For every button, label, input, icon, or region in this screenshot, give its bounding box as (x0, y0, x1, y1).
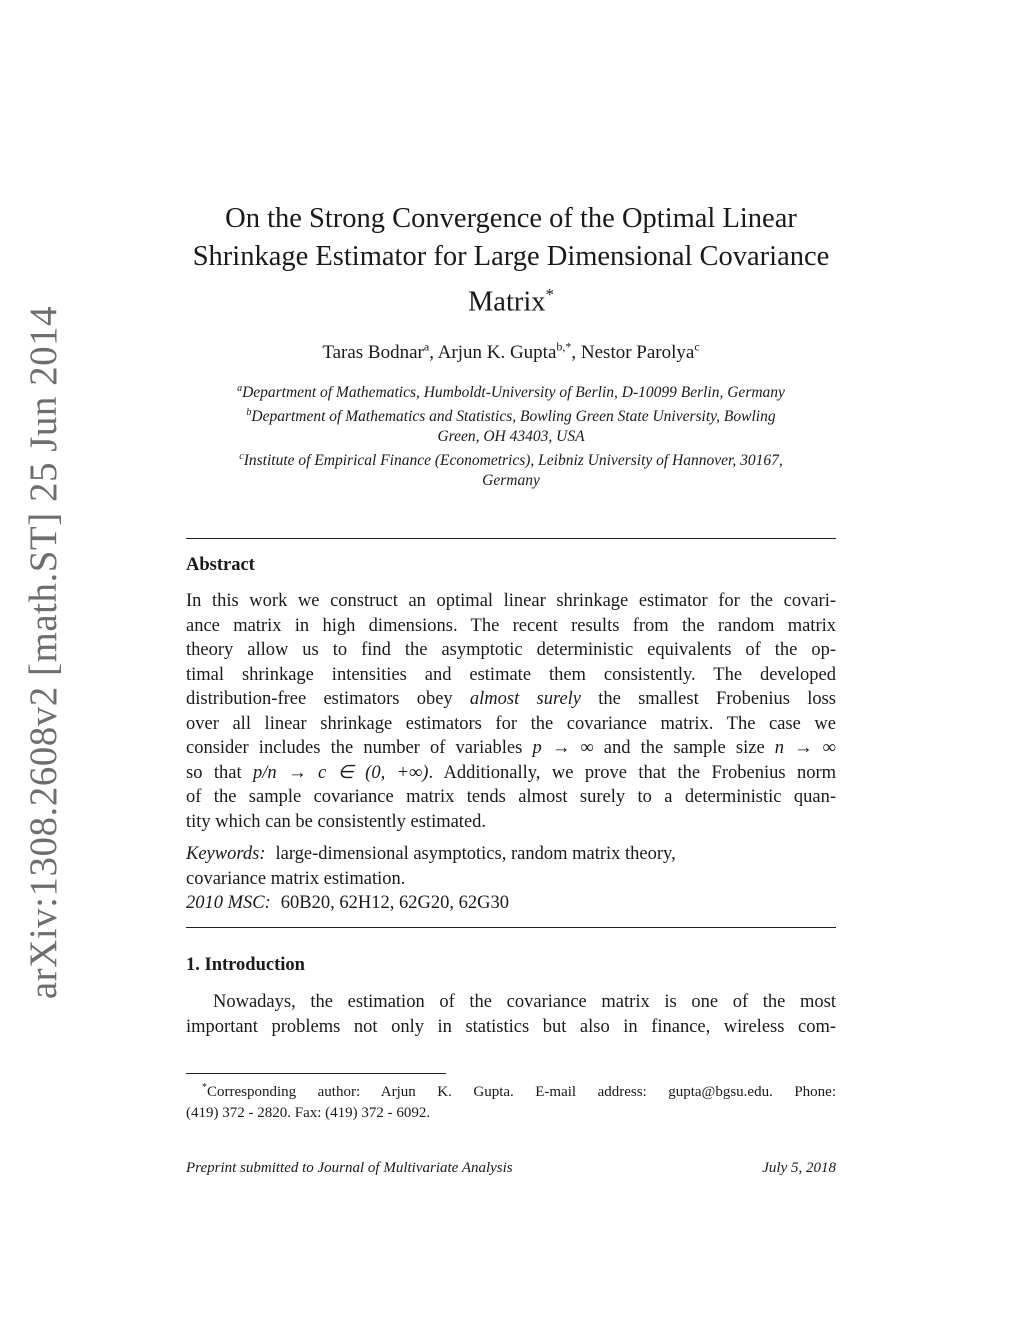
abstract-line: of the sample covariance matrix tends almost surely to a deterministic quan- (186, 787, 836, 807)
page-footer (186, 1160, 836, 1177)
author-3: Nestor Parolya$^c$ (580, 340, 700, 364)
abstract-bottom-rule (186, 927, 836, 928)
intro-line-1: Nowadays, the estimation of the covariance matrix is one of the most (213, 992, 836, 1012)
abstract-text (186, 589, 836, 834)
abstract-line: distribution-free estimators obey almost surely the smallest Frobenius loss (186, 689, 836, 709)
preprint-note: Preprint submitted to Journal of Multivariate Analysis (186, 1160, 513, 1176)
keywords-label: Keywords: (186, 844, 266, 864)
msc-label: 2010 MSC: (186, 893, 271, 913)
affiliation-c: $^c$Institute of Empirical Finance (Econometrics), Leibniz University of Hannover, 30167, Germany (239, 451, 783, 490)
footnote-line-1: *Corresponding author: Arjun K. Gupta. E-mail address: gupta@bgsu.edu. Phone: (202, 1082, 836, 1100)
emphasis-almost-surely: almost surely (469, 689, 582, 709)
affiliation-b: $^b$Department of Mathematics and Statistics, Bowling Green State University, Bowling Green, OH 43403, USA (246, 407, 776, 446)
msc-line: 2010 MSC: 60B20, 62H12, 62G20, 62G30 (186, 893, 509, 913)
author-1: Taras Bodnar$^a$, (322, 340, 438, 364)
abstract-top-rule (186, 538, 836, 539)
abstract-line: timal shrinkage intensities and estimate them consistently. The developed (186, 664, 836, 685)
intro-line-2: important problems not only in statistics but also in finance, wireless com- (186, 1017, 836, 1037)
math-ratio-limit: p/n → c ∈ (0, +∞) (253, 762, 429, 783)
keywords-line: Keywords: large-dimensional asymptotics, random matrix theory, (186, 844, 676, 864)
author-list (186, 340, 836, 364)
abstract-heading: Abstract (186, 555, 255, 575)
abstract-line: consider includes the number of variables p → ∞ and the sample size n → ∞ (186, 738, 837, 758)
title-line-3: Matrix (467, 286, 546, 318)
abstract-line: ance matrix in high dimensions. The recent results from the random matrix (186, 615, 836, 636)
abstract-line: so that p/n → c ∈ (0, +∞). Additionally, we prove that the Frobenius norm (186, 762, 836, 783)
footnote-rule (186, 1073, 446, 1074)
arxiv-identifier: arXiv:1308.2608v2 [math.ST] 25 Jun 2014 (22, 305, 66, 999)
arxiv-stamp (16, 305, 72, 999)
keywords-line-2: covariance matrix estimation. (186, 868, 406, 889)
affiliation-a: $^a$Department of Mathematics, Humboldt-University of Berlin, D-10099 Berlin, Germany (237, 383, 785, 402)
introduction-text (186, 990, 836, 1040)
title-line-2: Shrinkage Estimator for Large Dimensional Covariance (192, 241, 830, 272)
footnote-line-2: (419) 372 - 2820. Fax: (419) 372 - 6092. (186, 1105, 431, 1121)
author-2: Arjun K. Gupta$^{b,*}$, (437, 340, 581, 364)
keywords-block (186, 842, 836, 916)
math-p-to-infinity: p → ∞ (532, 738, 594, 758)
footnote (186, 1077, 836, 1124)
abstract-line: theory allow us to find the asymptotic deterministic equivalents of the op- (186, 640, 836, 660)
preprint-date: July 5, 2018 (762, 1160, 836, 1176)
paper-title (186, 200, 836, 322)
affiliations (186, 379, 836, 491)
math-n-to-infinity: n → ∞ (774, 738, 837, 758)
abstract-line: tity which can be consistently estimated. (186, 811, 487, 832)
title-line-1: On the Strong Convergence of the Optimal Linear (225, 203, 797, 234)
introduction-heading: 1. Introduction (186, 955, 305, 975)
title-footnote-mark: * (545, 285, 555, 304)
abstract-line: over all linear shrinkage estimators for the covariance matrix. The case we (186, 713, 836, 734)
abstract-line: In this work we construct an optimal linear shrinkage estimator for the covari- (186, 591, 836, 611)
